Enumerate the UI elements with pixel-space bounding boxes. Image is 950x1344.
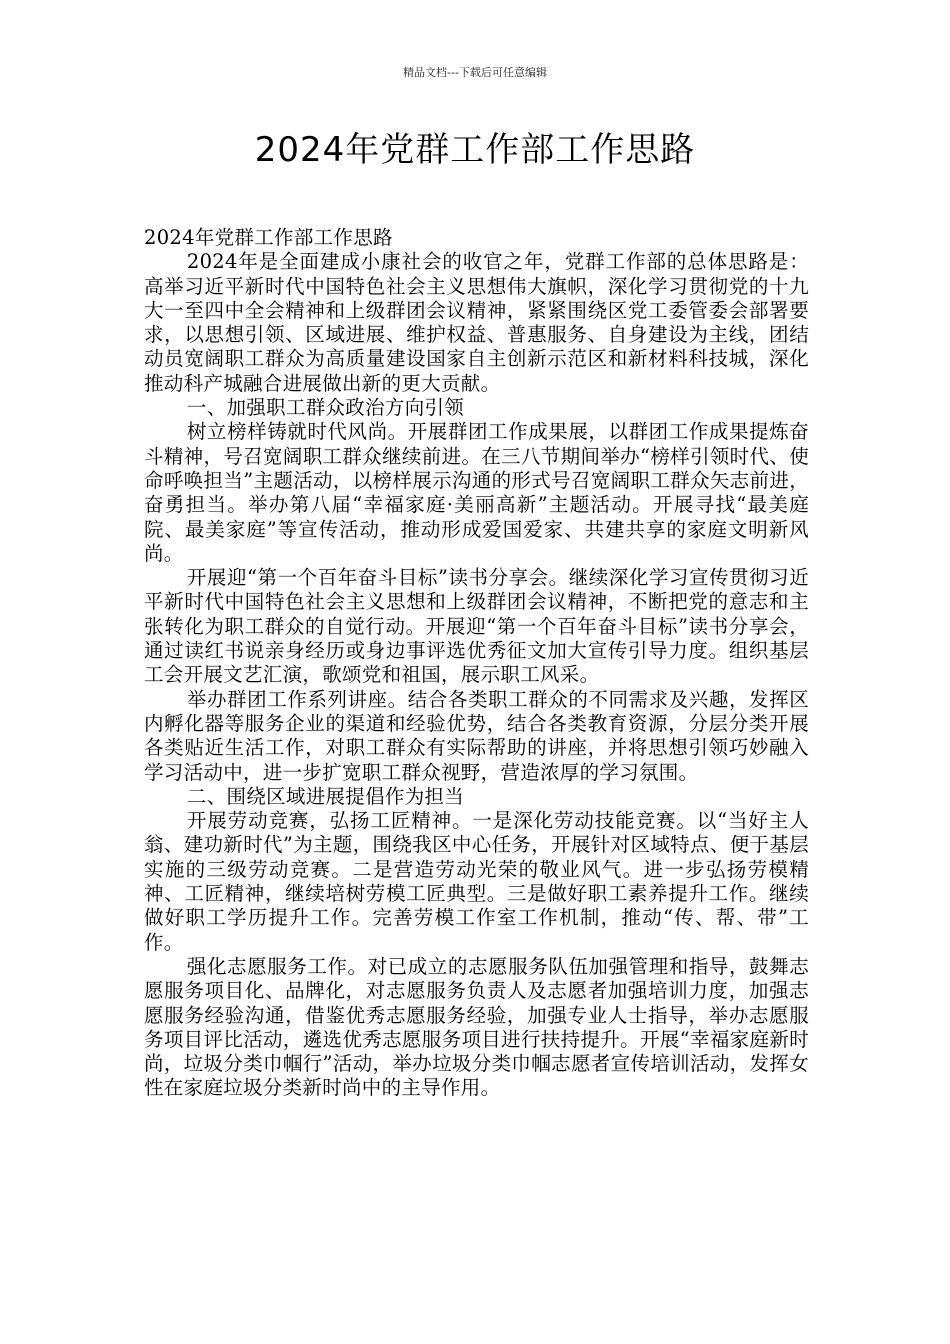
page-header-note: 精品文档---下载后可任意编辑	[403, 66, 547, 79]
document-title: 2024年党群工作部工作思路	[254, 130, 696, 170]
body-subtitle: 2024年党群工作部工作思路	[144, 226, 393, 249]
paragraph: 树立榜样铸就时代风尚。开展群团工作成果展，以群团工作成果提炼奋斗精神，号召宽阔职工群众继续前进。在三八节期间举办“榜样引领时代、使命呼唤担当”主题活动，以榜样展示沟通的形式号召宽阔职工群众矢志前进，奋勇担当。举办第八届“幸福家庭·美丽高新”主题活动。开展寻找“最美庭院、最美家庭”等宣传活动，推动形成爱国爱家、共建共享的家庭文明新风尚。	[144, 420, 809, 565]
paragraph: 开展迎“第一个百年奋斗目标”读书分享会。继续深化学习宣传贯彻习近平新时代中国特色社会主义思想和上级群团会议精神，不断把党的意志和主张转化为职工群众的自觉行动。开展迎“第一个百年奋斗目标”读书分享会，通过读红书说亲身经历或身边事评选优秀征文加大宣传引导力度。组织基层工会开展文艺汇演，歌颂党和祖国，展示职工风采。	[144, 566, 809, 687]
paragraph: 开展劳动竞赛，弘扬工匠精神。一是深化劳动技能竞赛。以“当好主人翁、建功新时代”为主题，围绕我区中心任务，开展针对区域特点、便于基层实施的三级劳动竞赛。二是营造劳动光荣的敬业风气。进一步弘扬劳模精神、工匠精神，继续培树劳模工匠典型。三是做好职工素养提升工作。继续做好职工学历提升工作。完善劳模工作室工作机制，推动“传、帮、带”工作。	[144, 809, 809, 954]
paragraph: 2024年是全面建成小康社会的收官之年，党群工作部的总体思路是：高举习近平新时代中国特色社会主义思想伟大旗帜，深化学习贯彻党的十九大一至四中全会精神和上级群团会议精神，紧紧围绕区党工委管委会部署要求，以思想引领、区域进展、维护权益、普惠服务、自身建设为主线，团结动员宽阔职工群众为高质量建设国家自主创新示范区和新材料科技城，深化推动科产城融合进展做出新的更大贡献。	[144, 250, 809, 395]
document-body	[144, 226, 809, 1101]
section-heading: 一、加强职工群众政治方向引领	[186, 396, 465, 420]
paragraph: 强化志愿服务工作。对已成立的志愿服务队伍加强管理和指导，鼓舞志愿服务项目化、品牌化，对志愿服务负责人及志愿者加强培训力度，加强志愿服务经验沟通，借鉴优秀志愿服务经验，加强专业人士指导，举办志愿服务项目评比活动，遴选优秀志愿服务项目进行扶持提升。开展“幸福家庭新时尚，垃圾分类巾帼行”活动，举办垃圾分类巾帼志愿者宣传培训活动，发挥女性在家庭垃圾分类新时尚中的主导作用。	[144, 954, 809, 1100]
section-heading: 二、围绕区域进展提倡作为担当	[186, 784, 465, 808]
paragraph: 举办群团工作系列讲座。结合各类职工群众的不同需求及兴趣，发挥区内孵化器等服务企业的渠道和经验优势，结合各类教育资源，分层分类开展各类贴近生活工作，对职工群众有实际帮助的讲座，并将思想引领巧妙融入学习活动中，进一步扩宽职工群众视野，营造浓厚的学习氛围。	[144, 687, 809, 784]
